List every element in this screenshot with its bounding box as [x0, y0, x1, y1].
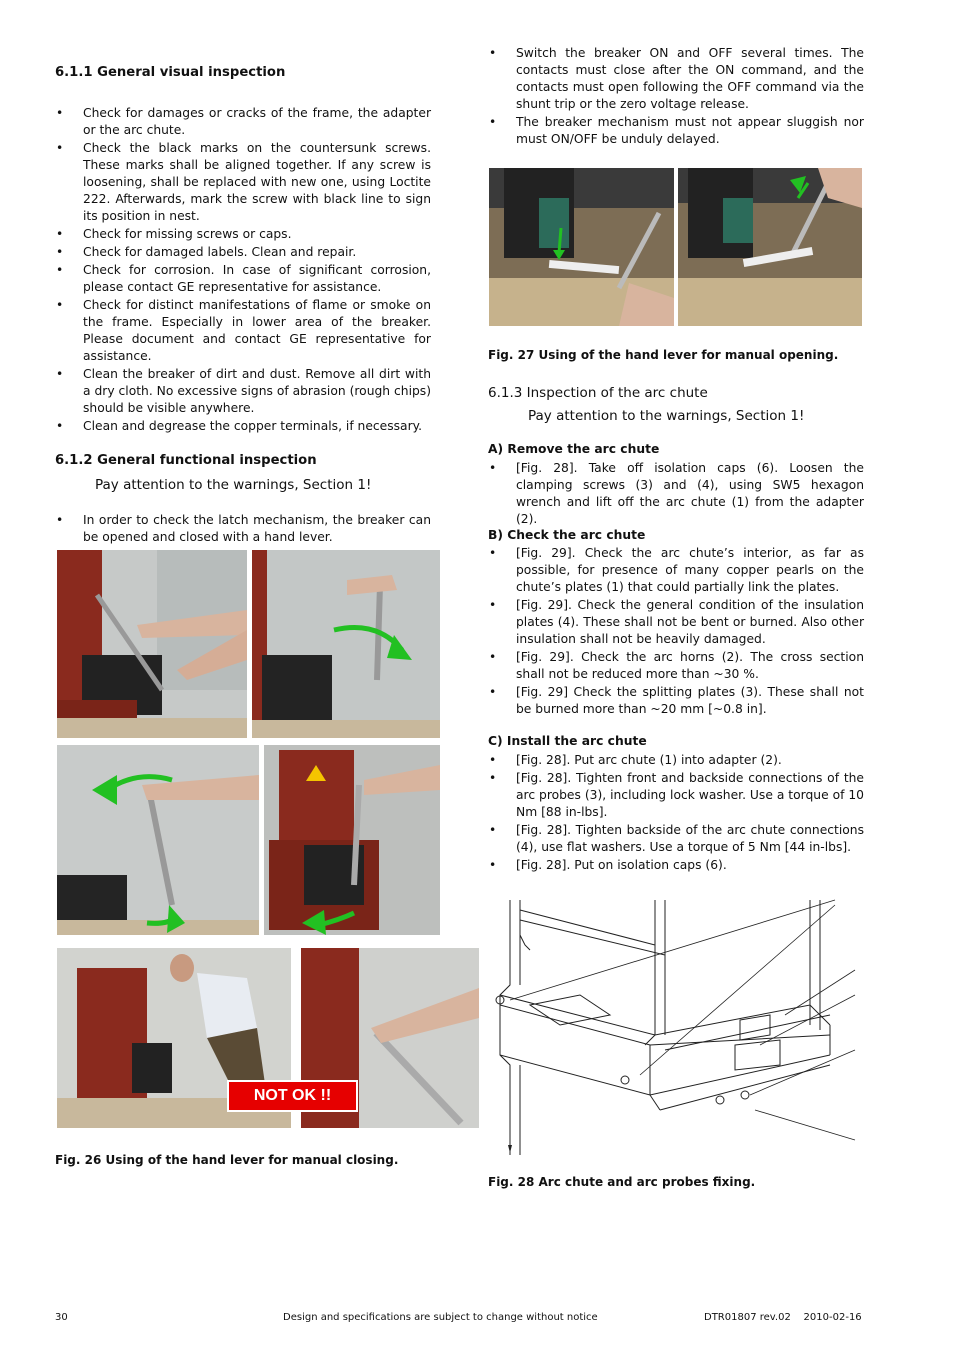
breaker-photo-illustration — [678, 168, 862, 326]
breaker-photo-illustration — [252, 550, 440, 738]
subsection-b-list — [488, 545, 864, 718]
list-item: • Check for corrosion. In case of significant corrosion, please contact GE representative for assistance. — [55, 262, 431, 296]
fig27-photo-1 — [489, 168, 674, 326]
list-item: • Clean and degrease the copper terminals, if necessary. — [55, 418, 431, 435]
fig27-photo-2 — [678, 168, 862, 326]
subsection-c-list — [488, 752, 864, 874]
list-item: • [Fig. 29]. Check the arc horns (2). The cross section shall not be reduced more than ~30 %. — [488, 649, 864, 683]
section-613-warning: Pay attention to the warnings, Section 1! — [528, 408, 805, 424]
list-item: • In order to check the latch mechanism, the breaker can be opened and closed with a hand lever. — [55, 512, 431, 546]
list-item: • Switch the breaker ON and OFF several times. The contacts must close after the ON command, and the contacts must open following the OFF command via the shunt trip or the zero voltage release. — [488, 45, 864, 113]
subsection-a-title: A) Remove the arc chute — [488, 442, 660, 456]
footer-doc-id: DTR01807 rev.02 2010-02-16 — [704, 1312, 862, 1323]
section-612-list — [55, 512, 431, 546]
subsection-a-list-wrap — [488, 460, 864, 529]
list-item: • Check for missing screws or caps. — [55, 226, 431, 243]
not-ok-badge: NOT OK !! — [227, 1080, 358, 1112]
list-item: • Check for distinct manifestations of flame or smoke on the frame. Especially in lower area of the breaker. Please document and contact GE representative for assistance. — [55, 297, 431, 365]
section-612-warning: Pay attention to the warnings, Section 1! — [95, 477, 372, 493]
subsection-a-list — [488, 460, 864, 528]
section-611-list — [55, 105, 431, 435]
list-item: • [Fig. 29] Check the splitting plates (3). These shall not be burned more than ~20 mm [~0.8 in]. — [488, 684, 864, 718]
section-612-heading: 6.1.2 General functional inspection — [55, 453, 317, 468]
right-top-list — [488, 45, 864, 148]
list-item: • Check the black marks on the countersunk screws. These marks shall be aligned together. If any screw is loosening, shall be replaced with new one, using Loctite 222. Afterwards, mark the screw with black line to sign its position in nest. — [55, 140, 431, 225]
breaker-photo-illustration — [57, 745, 259, 935]
fig28-drawing — [480, 895, 860, 1155]
list-item: • [Fig. 28]. Tighten backside of the arc chute connections (4), use flat washers. Use a torque of 5 Nm [44 in-lbs]. — [488, 822, 864, 856]
fig28-caption: Fig. 28 Arc chute and arc probes fixing. — [488, 1175, 756, 1189]
list-item: • Clean the breaker of dirt and dust. Remove all dirt with a dry cloth. No excessive signs of abrasion (rough chips) should be visible anywhere. — [55, 366, 431, 417]
subsection-c-title: C) Install the arc chute — [488, 734, 647, 748]
breaker-photo-illustration — [57, 550, 247, 738]
list-item: • [Fig. 28]. Take off isolation caps (6). Loosen the clamping screws (3) and (4), using SW5 hexagon wrench and lift off the arc chute (1) from the adapter (2). — [488, 460, 864, 528]
breaker-photo-illustration — [264, 745, 440, 935]
fig26-caption: Fig. 26 Using of the hand lever for manual closing. — [55, 1153, 399, 1167]
list-item: • [Fig. 28]. Tighten front and backside connections of the arc probes (3), including lock washer. Use a torque of 10 Nm [88 in-lbs]. — [488, 770, 864, 821]
section-611-list-wrap — [55, 105, 431, 436]
subsection-c-list-wrap — [488, 752, 864, 875]
fig26-photo-3 — [57, 745, 259, 935]
fig26-photo-2 — [252, 550, 440, 738]
fig27-caption: Fig. 27 Using of the hand lever for manual opening. — [488, 348, 839, 362]
list-item: • [Fig. 28]. Put on isolation caps (6). — [488, 857, 864, 874]
list-item: • Check for damaged labels. Clean and repair. — [55, 244, 431, 261]
section-611-heading: 6.1.1 General visual inspection — [55, 65, 286, 80]
list-item: • The breaker mechanism must not appear sluggish nor must ON/OFF be unduly delayed. — [488, 114, 864, 148]
section-613-heading: 6.1.3 Inspection of the arc chute — [488, 385, 708, 401]
list-item: • [Fig. 29]. Check the arc chute’s interior, as far as possible, for presence of many copper pearls on the chute’s plates (1) that could partially link the plates. — [488, 545, 864, 596]
fig26-photo-1 — [57, 550, 247, 738]
footer-page-number: 30 — [55, 1312, 68, 1323]
list-item: • [Fig. 29]. Check the general condition of the insulation plates (4). These shall not be bent or burned. Also other insulation shall not be heavily damaged. — [488, 597, 864, 648]
arc-chute-line-drawing — [480, 895, 860, 1155]
list-item: • [Fig. 28]. Put arc chute (1) into adapter (2). — [488, 752, 864, 769]
right-top-list-wrap — [488, 45, 864, 149]
list-item: • Check for damages or cracks of the frame, the adapter or the arc chute. — [55, 105, 431, 139]
footer-notice: Design and specifications are subject to change without notice — [283, 1312, 598, 1323]
section-612-list-wrap — [55, 512, 431, 547]
subsection-b-title: B) Check the arc chute — [488, 528, 646, 542]
subsection-b-list-wrap — [488, 545, 864, 719]
breaker-photo-illustration — [489, 168, 674, 326]
fig26-photo-4 — [264, 745, 440, 935]
